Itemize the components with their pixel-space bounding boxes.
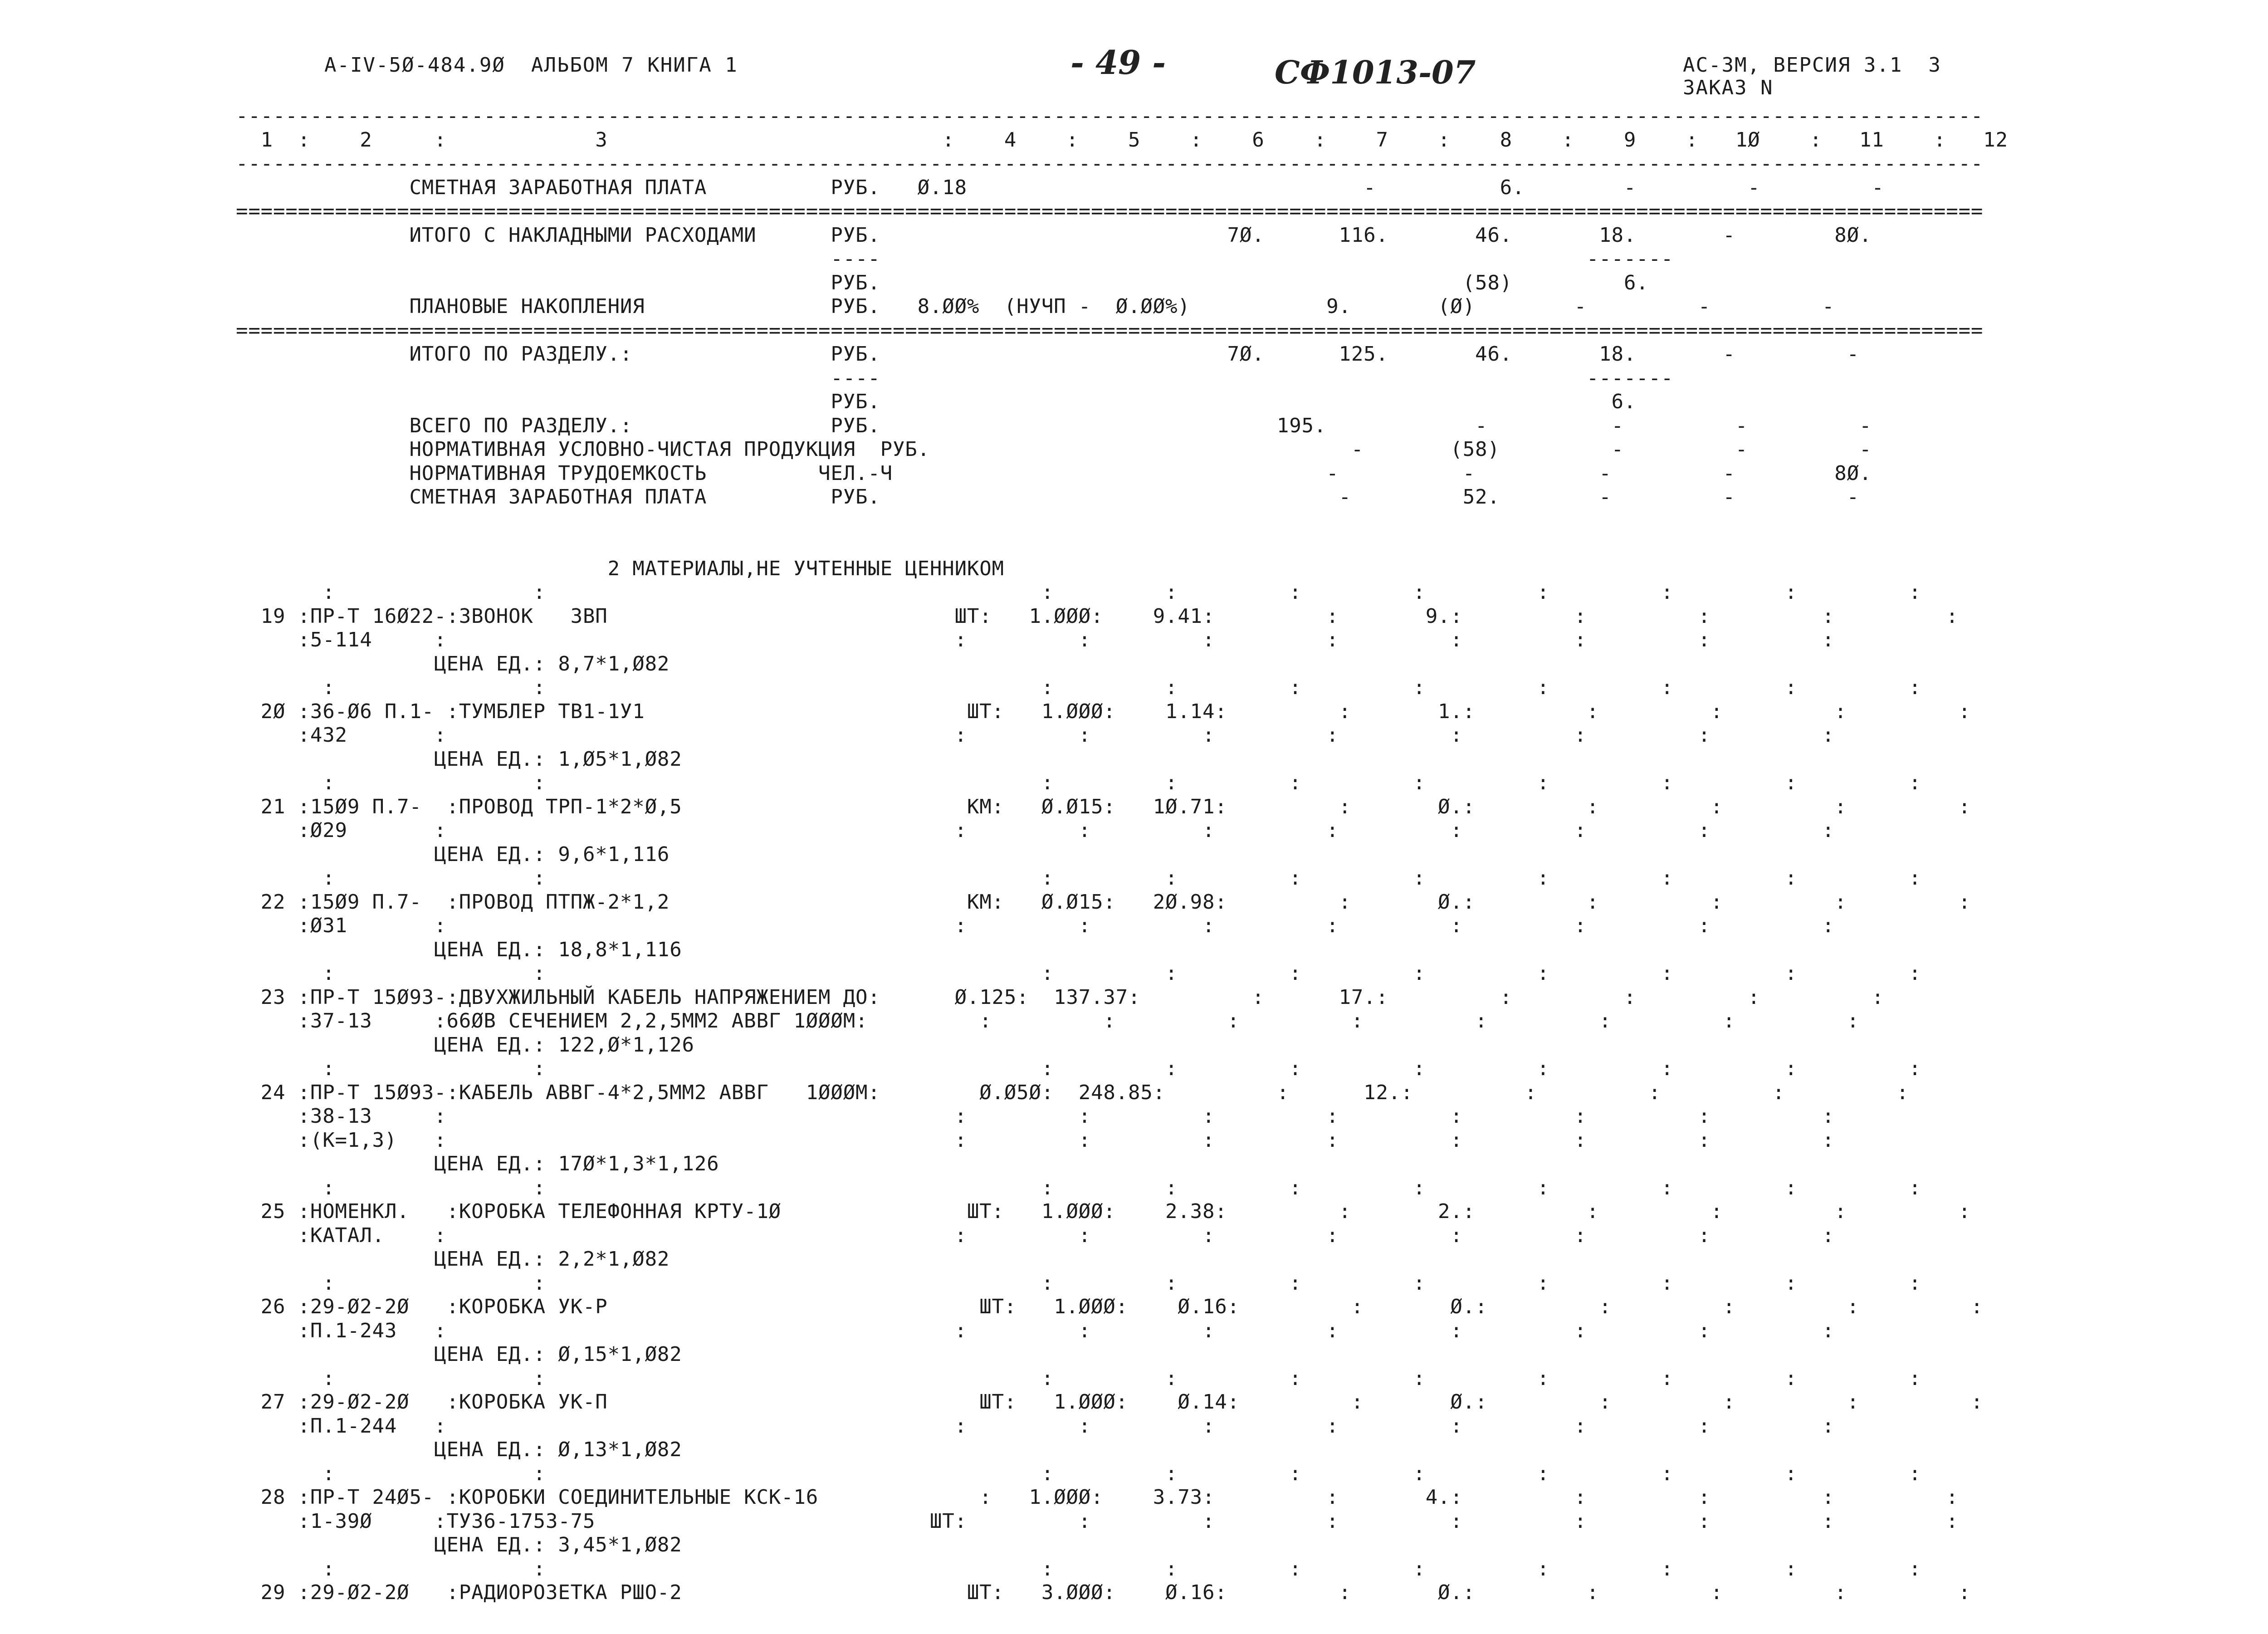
report-line: : : : : : : : : : : (236, 1462, 1921, 1485)
report-line: : : : : : : : : : : (236, 1057, 1921, 1080)
report-line: РУБ. (58) 6. (236, 271, 1649, 294)
report-line: СМЕТНАЯ ЗАРАБОТНАЯ ПЛАТА РУБ. Ø.18 - 6. - - - (236, 176, 1884, 199)
report-line: --------------------------------------------------------------------------------------------------------------------------------------------- (236, 104, 1984, 127)
report-line: : : : : : : : : : : (236, 676, 1921, 699)
report-line: ИТОГО С НАКЛАДНЫМИ РАСХОДАМИ РУБ. 7Ø. 116. 46. 18. - 8Ø. (236, 223, 1872, 247)
report-line: ПЛАНОВЫЕ НАКОПЛЕНИЯ РУБ. 8.ØØ% (НУЧП - Ø.ØØ%) 9. (Ø) - - - (236, 295, 1835, 318)
report-line: ЦЕНА ЕД.: 9,6*1,116 (236, 842, 670, 866)
report-line: 25 :НОМЕНКЛ. :КОРОБКА ТЕЛЕФОННАЯ КРТУ-1Ø ШТ: 1.ØØØ: 2.38: : 2.: : : : : (236, 1200, 1971, 1223)
report-line: ЦЕНА ЕД.: Ø,15*1,Ø82 (236, 1343, 682, 1366)
report-line: :432 : : : : : : : : : (236, 724, 1835, 747)
report-line: 27 :29-Ø2-2Ø :КОРОБКА УК-П ШТ: 1.ØØØ: Ø.14: : Ø.: : : : : (236, 1390, 1984, 1414)
report-line: ЦЕНА ЕД.: 18,8*1,116 (236, 938, 682, 961)
report-line: НОРМАТИВНАЯ ТРУДОЕМКОСТЬ ЧЕЛ.-Ч - - - - 8Ø. (236, 461, 1872, 485)
report-line: :1-39Ø :ТУ36-1753-75 ШТ: : : : : : : : : (236, 1509, 1959, 1533)
report-line: : : : : : : : : : : (236, 581, 1921, 604)
report-line: : : : : : : : : : : (236, 1557, 1921, 1580)
page-number: - 49 - (1070, 43, 1166, 82)
report-line (236, 509, 2008, 533)
report-line: ЦЕНА ЕД.: 3,45*1,Ø82 (236, 1533, 682, 1556)
report-line: :КАТАЛ. : : : : : : : : : (236, 1223, 1835, 1247)
report-line: СМЕТНАЯ ЗАРАБОТНАЯ ПЛАТА РУБ. - 52. - - - (236, 485, 1859, 509)
report-line: :П.1-243 : : : : : : : : : (236, 1319, 1835, 1342)
report-line: 23 :ПР-Т 15Ø93-:ДВУХЖИЛЬНЫЙ КАБЕЛЬ НАПРЯЖЕНИЕМ ДО: Ø.125: 137.37: : 17.: : : : : (236, 985, 1884, 1009)
report-line: : : : : : : : : : : (236, 1176, 1921, 1199)
report-line: ЦЕНА ЕД.: 1,Ø5*1,Ø82 (236, 747, 682, 771)
report-line: ВСЕГО ПО РАЗДЕЛУ.: РУБ. 195. - - - - (236, 414, 1872, 437)
report-line: ЦЕНА ЕД.: 2,2*1,Ø82 (236, 1248, 670, 1271)
document-stamp: СФ1013-07 (1275, 54, 1476, 91)
report-line: 2Ø :36-Ø6 П.1- :ТУМБЛЕР ТВ1-1У1 ШТ: 1.ØØØ: 1.14: : 1.: : : : : (236, 700, 1971, 723)
report-line: :37-13 :66ØВ СЕЧЕНИЕМ 2,2,5ММ2 АВВГ 1ØØØМ: : : : : : : : : (236, 1009, 1859, 1032)
report-line: 19 :ПР-Т 16Ø22-:ЗВОНОК ЗВП ШТ: 1.ØØØ: 9.41: : 9.: : : : : (236, 604, 1959, 628)
report-line: ИТОГО ПО РАЗДЕЛУ.: РУБ. 7Ø. 125. 46. 18. - - (236, 342, 1859, 366)
report-line: --------------------------------------------------------------------------------------------------------------------------------------------- (236, 152, 1984, 175)
report-line: ЦЕНА ЕД.: Ø,13*1,Ø82 (236, 1438, 682, 1461)
report-line: : : : : : : : : : : (236, 866, 1921, 890)
report-line: НОРМАТИВНАЯ УСЛОВНО-ЧИСТАЯ ПРОДУКЦИЯ РУБ. - (58) - - - (236, 438, 1872, 461)
report-line: : : : : : : : : : : (236, 771, 1921, 794)
report-line: :П.1-244 : : : : : : : : : (236, 1414, 1835, 1438)
report-line: 28 :ПР-Т 24Ø5- :КОРОБКИ СОЕДИНИТЕЛЬНЫЕ КСК-16 : 1.ØØØ: 3.73: : 4.: : : : : (236, 1486, 1959, 1509)
album-reference: А-IV-5Ø-484.9Ø АЛЬБОМ 7 КНИГА 1 (324, 54, 738, 77)
software-version: АС-3М, ВЕРСИЯ 3.1 3 (1683, 54, 1941, 77)
report-line: : : : : : : : : : : (236, 1271, 1921, 1295)
report-line: ЦЕНА ЕД.: 122,Ø*1,126 (236, 1033, 694, 1057)
report-line: ---- ------- (236, 247, 1674, 270)
report-line: ЦЕНА ЕД.: 17Ø*1,3*1,126 (236, 1152, 719, 1175)
report-line: ============================================================================================================================================= (236, 318, 1984, 342)
report-line: 24 :ПР-Т 15Ø93-:КАБЕЛЬ АВВГ-4*2,5ММ2 АВВГ 1ØØØМ: Ø.Ø5Ø: 248.85: : 12.: : : : : (236, 1081, 1909, 1104)
report-line: : : : : : : : : : : (236, 1366, 1921, 1390)
report-line: 2 МАТЕРИАЛЫ,НЕ УЧТЕННЫЕ ЦЕННИКОМ (236, 557, 1004, 580)
report-line: ---- ------- (236, 366, 1674, 390)
report-line: :38-13 : : : : : : : : : (236, 1105, 1835, 1128)
report-line: : : : : : : : : : : (236, 962, 1921, 985)
report-line: 22 :15Ø9 П.7- :ПРОВОД ПТПЖ-2*1,2 КМ: Ø.Ø15: 2Ø.98: : Ø.: : : : : (236, 890, 1971, 914)
report-line: 26 :29-Ø2-2Ø :КОРОБКА УК-Р ШТ: 1.ØØØ: Ø.16: : Ø.: : : : : (236, 1295, 1984, 1318)
report-line (236, 533, 2008, 557)
report-line: 1 : 2 : 3 : 4 : 5 : 6 : 7 : 8 : 9 : 1Ø : 11 : 12 (236, 128, 2008, 152)
report-line: :Ø29 : : : : : : : : : (236, 819, 1835, 842)
report-line: РУБ. 6. (236, 390, 1637, 413)
estimate-report (236, 104, 2008, 1605)
report-line: ============================================================================================================================================= (236, 200, 1984, 223)
report-line: :(К=1,3) : : : : : : : : : (236, 1128, 1835, 1152)
report-line: :Ø31 : : : : : : : : : (236, 914, 1835, 937)
order-number: ЗАКАЗ N (1683, 76, 1774, 99)
report-line: ЦЕНА ЕД.: 8,7*1,Ø82 (236, 652, 670, 675)
report-line: 29 :29-Ø2-2Ø :РАДИОРОЗЕТКА РШО-2 ШТ: 3.ØØØ: Ø.16: : Ø.: : : : : (236, 1581, 1971, 1604)
report-line: 21 :15Ø9 П.7- :ПРОВОД ТРП-1*2*Ø,5 КМ: Ø.Ø15: 1Ø.71: : Ø.: : : : : (236, 795, 1971, 818)
report-line: :5-114 : : : : : : : : : (236, 628, 1835, 651)
